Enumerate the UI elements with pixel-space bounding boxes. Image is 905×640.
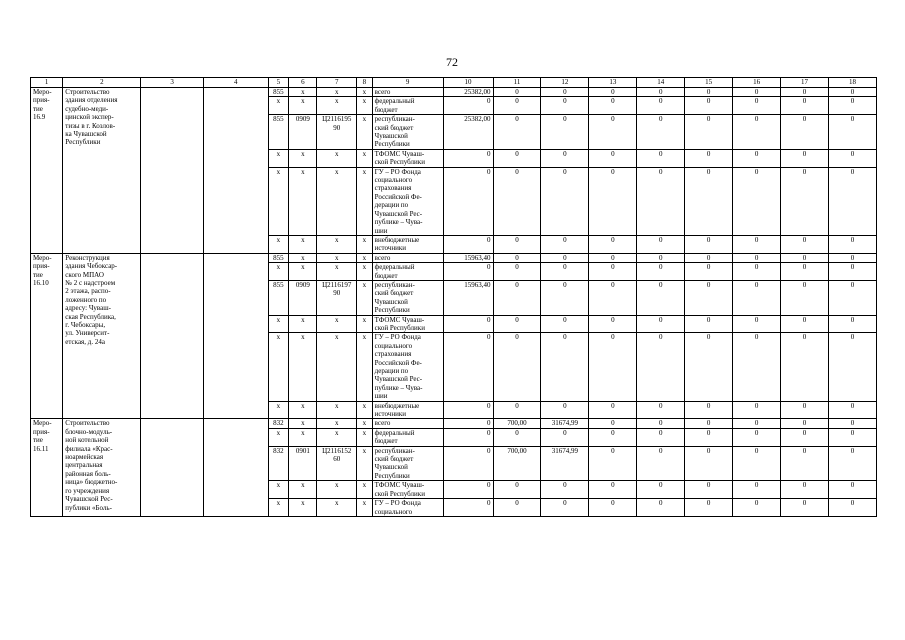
value-cell: 0 [828, 419, 876, 428]
value-cell: 0 [493, 97, 541, 115]
funding-source-cell: всего [372, 88, 443, 97]
value-cell: 0 [685, 315, 733, 333]
value-cell: 25382,00 [443, 115, 493, 150]
value-cell: 0 [781, 333, 829, 401]
empty-cell [141, 88, 204, 254]
value-cell: 0 [733, 499, 781, 517]
value-cell: 0 [685, 97, 733, 115]
value-cell: 0 [685, 115, 733, 150]
table-row [31, 253, 877, 262]
value-cell: 0 [493, 263, 541, 281]
value-cell: 0 [828, 499, 876, 517]
value-cell: 0 [637, 263, 685, 281]
section-cell: x [289, 253, 317, 262]
expense-type-cell: x [357, 419, 373, 428]
value-cell: 0 [637, 401, 685, 419]
value-cell: 0 [828, 97, 876, 115]
value-cell: 0 [589, 235, 637, 253]
funding-source-cell: всего [372, 419, 443, 428]
section-cell: x [289, 149, 317, 167]
section-cell: x [289, 419, 317, 428]
grbs-cell: x [268, 97, 289, 115]
value-cell: 0 [541, 428, 589, 446]
value-cell: 0 [781, 280, 829, 315]
expense-type-cell: x [357, 499, 373, 517]
grbs-cell: 855 [268, 88, 289, 97]
header-cell-5: 5 [268, 78, 289, 88]
value-cell: 0 [781, 446, 829, 481]
value-cell: 0 [589, 315, 637, 333]
target-article-cell: x [317, 419, 357, 428]
grbs-cell: x [268, 499, 289, 517]
section-cell: x [289, 481, 317, 499]
value-cell: 0 [589, 149, 637, 167]
grbs-cell: x [268, 235, 289, 253]
value-cell: 0 [541, 481, 589, 499]
expense-type-cell: x [357, 263, 373, 281]
funding-source-cell: внебюджетные источники [372, 401, 443, 419]
value-cell: 700,00 [493, 446, 541, 481]
value-cell: 31674,99 [541, 419, 589, 428]
value-cell: 0 [541, 253, 589, 262]
value-cell: 0 [828, 235, 876, 253]
value-cell: 0 [685, 167, 733, 235]
header-cell-4: 4 [203, 78, 268, 88]
table-row [31, 419, 877, 428]
expense-type-cell: x [357, 280, 373, 315]
value-cell: 0 [685, 253, 733, 262]
value-cell: 0 [685, 263, 733, 281]
value-cell: 0 [685, 419, 733, 428]
value-cell: 0 [733, 167, 781, 235]
value-cell: 0 [541, 235, 589, 253]
value-cell: 0 [781, 263, 829, 281]
value-cell: 0 [781, 235, 829, 253]
header-cell-12: 12 [541, 78, 589, 88]
value-cell: 0 [443, 419, 493, 428]
value-cell: 15963,40 [443, 280, 493, 315]
expense-type-cell: x [357, 149, 373, 167]
header-cell-16: 16 [733, 78, 781, 88]
target-article-cell: Ц2116152 60 [317, 446, 357, 481]
value-cell: 0 [828, 149, 876, 167]
value-cell: 0 [781, 115, 829, 150]
value-cell: 0 [781, 88, 829, 97]
value-cell: 0 [637, 235, 685, 253]
header-cell-2: 2 [63, 78, 141, 88]
value-cell: 0 [733, 280, 781, 315]
value-cell: 0 [493, 315, 541, 333]
section-cell: 0909 [289, 115, 317, 150]
value-cell: 0 [733, 419, 781, 428]
value-cell: 0 [541, 333, 589, 401]
activity-label: Меро- прия- тие 16.11 [31, 419, 63, 516]
empty-cell [141, 253, 204, 419]
value-cell: 15963,40 [443, 253, 493, 262]
value-cell: 0 [828, 280, 876, 315]
section-cell: 0909 [289, 280, 317, 315]
grbs-cell: 855 [268, 280, 289, 315]
value-cell: 0 [733, 253, 781, 262]
value-cell: 0 [733, 115, 781, 150]
value-cell: 0 [733, 333, 781, 401]
value-cell: 0 [828, 263, 876, 281]
target-article-cell: x [317, 253, 357, 262]
target-article-cell: x [317, 499, 357, 517]
header-cell-8: 8 [357, 78, 373, 88]
value-cell: 0 [828, 401, 876, 419]
value-cell: 0 [493, 235, 541, 253]
header-cell-14: 14 [637, 78, 685, 88]
value-cell: 0 [828, 315, 876, 333]
value-cell: 0 [541, 97, 589, 115]
funding-source-cell: ГУ – РО Фонда социального [372, 499, 443, 517]
value-cell: 0 [589, 481, 637, 499]
funding-source-cell: ТФОМС Чуваш- ской Республики [372, 149, 443, 167]
value-cell: 0 [493, 333, 541, 401]
value-cell: 0 [493, 88, 541, 97]
value-cell: 0 [637, 428, 685, 446]
target-article-cell: x [317, 401, 357, 419]
value-cell: 31674,99 [541, 446, 589, 481]
grbs-cell: 832 [268, 446, 289, 481]
budget-table [30, 77, 877, 517]
value-cell: 0 [828, 115, 876, 150]
value-cell: 0 [493, 115, 541, 150]
value-cell: 0 [541, 149, 589, 167]
value-cell: 0 [828, 428, 876, 446]
value-cell: 0 [589, 499, 637, 517]
value-cell: 0 [637, 333, 685, 401]
value-cell: 0 [589, 263, 637, 281]
value-cell: 0 [733, 315, 781, 333]
value-cell: 0 [733, 446, 781, 481]
value-cell: 0 [541, 499, 589, 517]
value-cell: 0 [733, 88, 781, 97]
value-cell: 0 [733, 149, 781, 167]
value-cell: 0 [589, 446, 637, 481]
value-cell: 0 [733, 428, 781, 446]
value-cell: 0 [685, 333, 733, 401]
empty-cell [203, 419, 268, 516]
value-cell: 0 [781, 315, 829, 333]
value-cell: 700,00 [493, 419, 541, 428]
value-cell: 0 [443, 235, 493, 253]
target-article-cell: x [317, 97, 357, 115]
expense-type-cell: x [357, 315, 373, 333]
value-cell: 0 [828, 167, 876, 235]
grbs-cell: x [268, 428, 289, 446]
header-cell-10: 10 [443, 78, 493, 88]
value-cell: 0 [781, 149, 829, 167]
page-number: 72 [446, 55, 458, 69]
grbs-cell: x [268, 315, 289, 333]
funding-source-cell: всего [372, 253, 443, 262]
value-cell: 0 [443, 499, 493, 517]
section-cell: x [289, 499, 317, 517]
value-cell: 0 [733, 97, 781, 115]
value-cell: 0 [541, 315, 589, 333]
target-article-cell: x [317, 167, 357, 235]
value-cell: 0 [828, 88, 876, 97]
expense-type-cell: x [357, 97, 373, 115]
value-cell: 0 [493, 149, 541, 167]
value-cell: 0 [685, 88, 733, 97]
value-cell: 0 [637, 167, 685, 235]
section-cell: x [289, 401, 317, 419]
section-cell: x [289, 167, 317, 235]
activity-title: Строительство здания отделения судебно-меди- цинской экспер- тизы в г. Козлов- ка Чувашской Республики [63, 88, 141, 254]
section-cell: x [289, 235, 317, 253]
value-cell: 0 [589, 280, 637, 315]
value-cell: 0 [589, 88, 637, 97]
funding-source-cell: ТФОМС Чуваш- ской Республики [372, 315, 443, 333]
activity-title: Строительство блочно-модуль- ной котельной филиала «Крас- ноармейская центральная районная боль- ница» бюджетно- го учреждения Чувашской Рес- публики «Боль- [63, 419, 141, 516]
funding-source-cell: республикан- ский бюджет Чувашской Республики [372, 115, 443, 150]
target-article-cell: x [317, 263, 357, 281]
value-cell: 0 [828, 333, 876, 401]
section-cell: 0901 [289, 446, 317, 481]
value-cell: 0 [589, 97, 637, 115]
value-cell: 0 [781, 401, 829, 419]
funding-source-cell: федеральный бюджет [372, 263, 443, 281]
value-cell: 0 [828, 446, 876, 481]
value-cell: 0 [637, 419, 685, 428]
section-cell: x [289, 428, 317, 446]
funding-source-cell: республикан- ский бюджет Чувашской Республики [372, 280, 443, 315]
empty-cell [203, 253, 268, 419]
header-cell-7: 7 [317, 78, 357, 88]
value-cell: 0 [541, 263, 589, 281]
value-cell: 0 [828, 481, 876, 499]
target-article-cell: x [317, 235, 357, 253]
value-cell: 0 [541, 280, 589, 315]
value-cell: 0 [637, 280, 685, 315]
grbs-cell: 855 [268, 253, 289, 262]
grbs-cell: x [268, 333, 289, 401]
target-article-cell: x [317, 333, 357, 401]
value-cell: 0 [637, 315, 685, 333]
activity-label: Меро- прия- тие 16.9 [31, 88, 63, 254]
value-cell: 0 [685, 149, 733, 167]
value-cell: 0 [443, 428, 493, 446]
value-cell: 0 [637, 446, 685, 481]
value-cell: 0 [637, 97, 685, 115]
grbs-cell: x [268, 481, 289, 499]
value-cell: 0 [443, 263, 493, 281]
value-cell: 0 [541, 167, 589, 235]
value-cell: 0 [589, 428, 637, 446]
value-cell: 0 [781, 428, 829, 446]
section-cell: x [289, 333, 317, 401]
value-cell: 0 [637, 253, 685, 262]
value-cell: 0 [685, 481, 733, 499]
value-cell: 25382,00 [443, 88, 493, 97]
activity-title: Реконструкция здания Чебоксар- ского МПАО № 2 с надстроем 2 этажа, распо- ложенного по адресу: Чуваш- ская Республика, г. Чебоксары, ул. Университ- етская, д. 24а [63, 253, 141, 419]
value-cell: 0 [541, 88, 589, 97]
expense-type-cell: x [357, 115, 373, 150]
funding-source-cell: ГУ – РО Фонда социального страхования Российской Фе- дерации по Чувашской Рес- публике – Чува- шии [372, 333, 443, 401]
value-cell: 0 [637, 481, 685, 499]
header-cell-9: 9 [372, 78, 443, 88]
expense-type-cell: x [357, 333, 373, 401]
funding-source-cell: федеральный бюджет [372, 97, 443, 115]
value-cell: 0 [443, 401, 493, 419]
header-cell-1: 1 [31, 78, 63, 88]
section-cell: x [289, 263, 317, 281]
header-cell-17: 17 [781, 78, 829, 88]
value-cell: 0 [493, 167, 541, 235]
value-cell: 0 [637, 499, 685, 517]
table-body [31, 88, 877, 517]
expense-type-cell: x [357, 428, 373, 446]
header-cell-11: 11 [493, 78, 541, 88]
value-cell: 0 [493, 253, 541, 262]
header-cell-3: 3 [141, 78, 204, 88]
grbs-cell: x [268, 149, 289, 167]
section-cell: x [289, 88, 317, 97]
table-header [31, 78, 877, 88]
value-cell: 0 [685, 499, 733, 517]
grbs-cell: x [268, 263, 289, 281]
value-cell: 0 [589, 167, 637, 235]
target-article-cell: Ц2116195 90 [317, 115, 357, 150]
target-article-cell: x [317, 88, 357, 97]
funding-source-cell: республикан- ский бюджет Чувашской Республики [372, 446, 443, 481]
expense-type-cell: x [357, 235, 373, 253]
value-cell: 0 [443, 149, 493, 167]
value-cell: 0 [541, 401, 589, 419]
value-cell: 0 [637, 88, 685, 97]
grbs-cell: x [268, 167, 289, 235]
value-cell: 0 [589, 253, 637, 262]
target-article-cell: x [317, 481, 357, 499]
funding-source-cell: внебюджетные источники [372, 235, 443, 253]
value-cell: 0 [493, 428, 541, 446]
header-cell-13: 13 [589, 78, 637, 88]
expense-type-cell: x [357, 481, 373, 499]
value-cell: 0 [733, 481, 781, 499]
value-cell: 0 [443, 446, 493, 481]
header-cell-15: 15 [685, 78, 733, 88]
section-cell: x [289, 315, 317, 333]
value-cell: 0 [589, 333, 637, 401]
empty-cell [141, 419, 204, 516]
value-cell: 0 [685, 446, 733, 481]
value-cell: 0 [733, 235, 781, 253]
funding-source-cell: федеральный бюджет [372, 428, 443, 446]
activity-label: Меро- прия- тие 16.10 [31, 253, 63, 419]
value-cell: 0 [685, 280, 733, 315]
value-cell: 0 [443, 481, 493, 499]
expense-type-cell: x [357, 88, 373, 97]
value-cell: 0 [589, 401, 637, 419]
value-cell: 0 [493, 280, 541, 315]
funding-source-cell: ТФОМС Чуваш- ской Республики [372, 481, 443, 499]
header-cell-6: 6 [289, 78, 317, 88]
value-cell: 0 [493, 499, 541, 517]
value-cell: 0 [493, 401, 541, 419]
expense-type-cell: x [357, 167, 373, 235]
value-cell: 0 [685, 401, 733, 419]
value-cell: 0 [781, 481, 829, 499]
expense-type-cell: x [357, 446, 373, 481]
target-article-cell: x [317, 428, 357, 446]
table-row [31, 88, 877, 97]
value-cell: 0 [443, 167, 493, 235]
value-cell: 0 [637, 115, 685, 150]
value-cell: 0 [781, 499, 829, 517]
grbs-cell: 832 [268, 419, 289, 428]
value-cell: 0 [637, 149, 685, 167]
grbs-cell: 855 [268, 115, 289, 150]
value-cell: 0 [781, 419, 829, 428]
target-article-cell: x [317, 149, 357, 167]
value-cell: 0 [541, 115, 589, 150]
value-cell: 0 [685, 428, 733, 446]
empty-cell [203, 88, 268, 254]
value-cell: 0 [589, 115, 637, 150]
value-cell: 0 [443, 333, 493, 401]
value-cell: 0 [828, 253, 876, 262]
section-cell: x [289, 97, 317, 115]
value-cell: 0 [733, 401, 781, 419]
value-cell: 0 [781, 167, 829, 235]
target-article-cell: x [317, 315, 357, 333]
value-cell: 0 [781, 253, 829, 262]
funding-source-cell: ГУ – РО Фонда социального страхования Российской Фе- дерации по Чувашской Рес- публике – Чува- шии [372, 167, 443, 235]
header-row [31, 78, 877, 88]
value-cell: 0 [443, 97, 493, 115]
grbs-cell: x [268, 401, 289, 419]
value-cell: 0 [443, 315, 493, 333]
value-cell: 0 [589, 419, 637, 428]
expense-type-cell: x [357, 253, 373, 262]
target-article-cell: Ц2116197 90 [317, 280, 357, 315]
header-cell-18: 18 [828, 78, 876, 88]
value-cell: 0 [781, 97, 829, 115]
value-cell: 0 [685, 235, 733, 253]
value-cell: 0 [493, 481, 541, 499]
value-cell: 0 [733, 263, 781, 281]
expense-type-cell: x [357, 401, 373, 419]
